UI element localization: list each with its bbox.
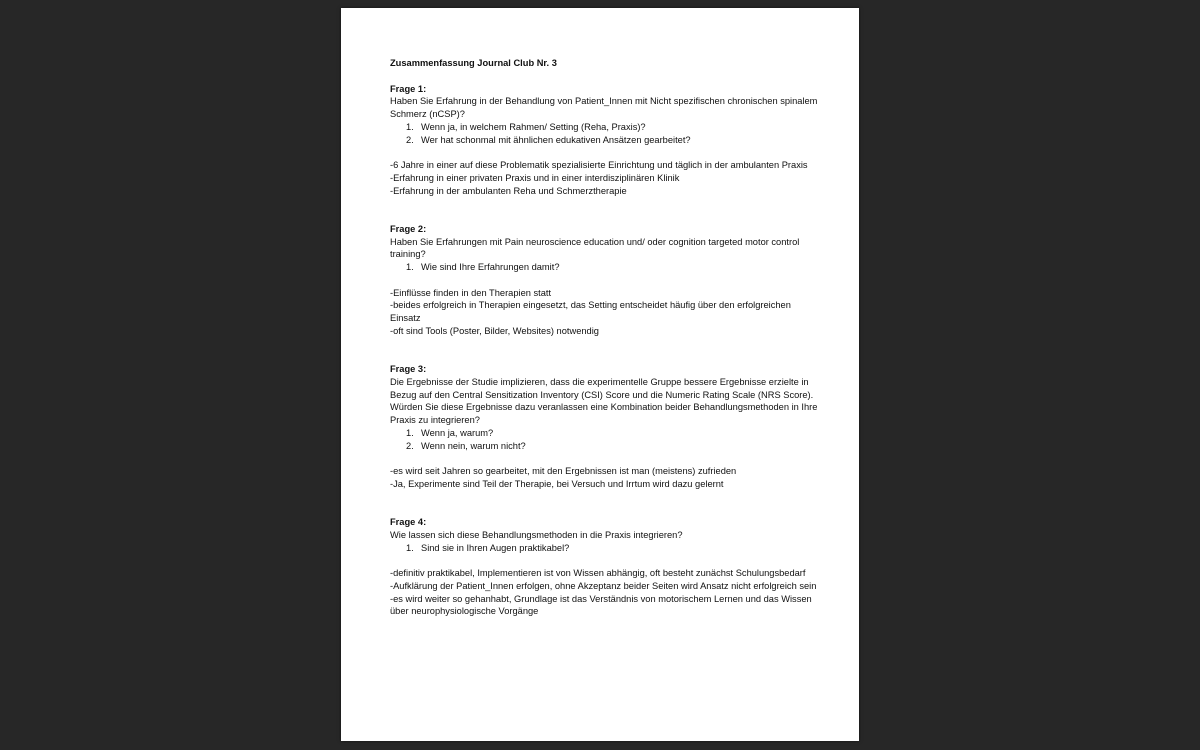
sub-question-list [390,427,820,453]
question-text: Haben Sie Erfahrung in der Behandlung von Patient_Innen mit Nicht spezifischen chronischen spinalem Schmerz (nCSP)? [390,96,818,119]
sub-question [406,542,820,555]
question-text: Haben Sie Erfahrungen mit Pain neuroscience education und/ oder cognition targeted motor control training? [390,236,800,260]
sub-question-text: Wenn ja, warum? [421,427,494,438]
document-title: Zusammenfassung Journal Club Nr. 3 [390,58,557,68]
question-block-1 [390,83,820,198]
sub-question [406,121,820,134]
sub-question [406,134,820,147]
answer-line: -Ja, Experimente sind Teil der Therapie, bei Versuch und Irrtum wird dazu gelernt [390,478,724,489]
sub-question-text: Wenn ja, in welchem Rahmen/ Setting (Reha, Praxis)? [421,121,646,132]
answer-line: -definitiv praktikabel, Implementieren ist von Wissen abhängig, oft besteht zunächst Schulungsbedarf [390,568,806,578]
sub-question-number: 2. [406,134,414,145]
answer-line: -es wird weiter so gehanhabt, Grundlage ist das Verständnis von motorischem Lernen und das Wissen über neurophysiologische Vorgänge [390,593,812,617]
answer-line: -beides erfolgreich in Therapien eingesetzt, das Setting entscheidet häufig über den erfolgreichen Einsatz [390,300,791,323]
answer-line: -oft sind Tools (Poster, Bilder, Websites) notwendig [390,325,599,336]
answer-line: -es wird seit Jahren so gearbeitet, mit den Ergebnissen ist man (meistens) zufrieden [390,466,737,476]
question-block-2 [390,223,820,338]
sub-question-list [390,261,820,274]
sub-question [406,261,820,274]
document-content [390,57,820,618]
answer-line: -Aufklärung der Patient_Innen erfolgen, ohne Akzeptanz beider Seiten wird Ansatz nicht erfolgreich sein [390,580,817,591]
sub-question-list [390,121,820,147]
question-text: Die Ergebnisse der Studie implizieren, dass die experimentelle Gruppe bessere Ergebnisse erzielte in Bezug auf den Central Sensitization Inventory (CSI) Score und die Numeric Rating Scale (NRS Score). Würden Sie diese Ergebnisse dazu veranlassen eine Kombination beider Behandlungsmethoden in Ihre Praxis zu integrieren? [390,376,818,425]
answer-line: -Erfahrung in der ambulanten Reha und Schmerztherapie [390,185,627,196]
sub-question-list [390,542,820,555]
sub-question-number: 1. [406,542,414,553]
sub-question-text: Wie sind Ihre Erfahrungen damit? [421,262,560,272]
answer-line: -6 Jahre in einer auf diese Problematik spezialisierte Einrichtung und täglich in der ambulanten Praxis [390,160,808,170]
sub-question-number: 1. [406,121,414,132]
document-page [341,8,859,741]
answer-line: -Einflüsse finden in den Therapien statt [390,287,552,298]
question-block-3 [390,363,820,491]
sub-question-text: Wenn nein, warum nicht? [421,440,526,451]
question-label: Frage 3: [390,364,427,374]
answer-line: -Erfahrung in einer privaten Praxis und in einer interdisziplinären Klinik [390,172,680,183]
question-label: Frage 2: [390,223,427,234]
question-block-4 [390,516,820,618]
question-label: Frage 4: [390,517,427,527]
question-label: Frage 1: [390,83,427,94]
question-text: Wie lassen sich diese Behandlungsmethoden in die Praxis integrieren? [390,529,683,540]
sub-question-text: Wer hat schonmal mit ähnlichen edukativen Ansätzen gearbeitet? [421,134,691,145]
sub-question [406,427,820,440]
sub-question [406,440,820,453]
sub-question-text: Sind sie in Ihren Augen praktikabel? [421,542,570,553]
sub-question-number: 1. [406,262,414,272]
sub-question-number: 2. [406,440,414,451]
sub-question-number: 1. [406,427,414,438]
